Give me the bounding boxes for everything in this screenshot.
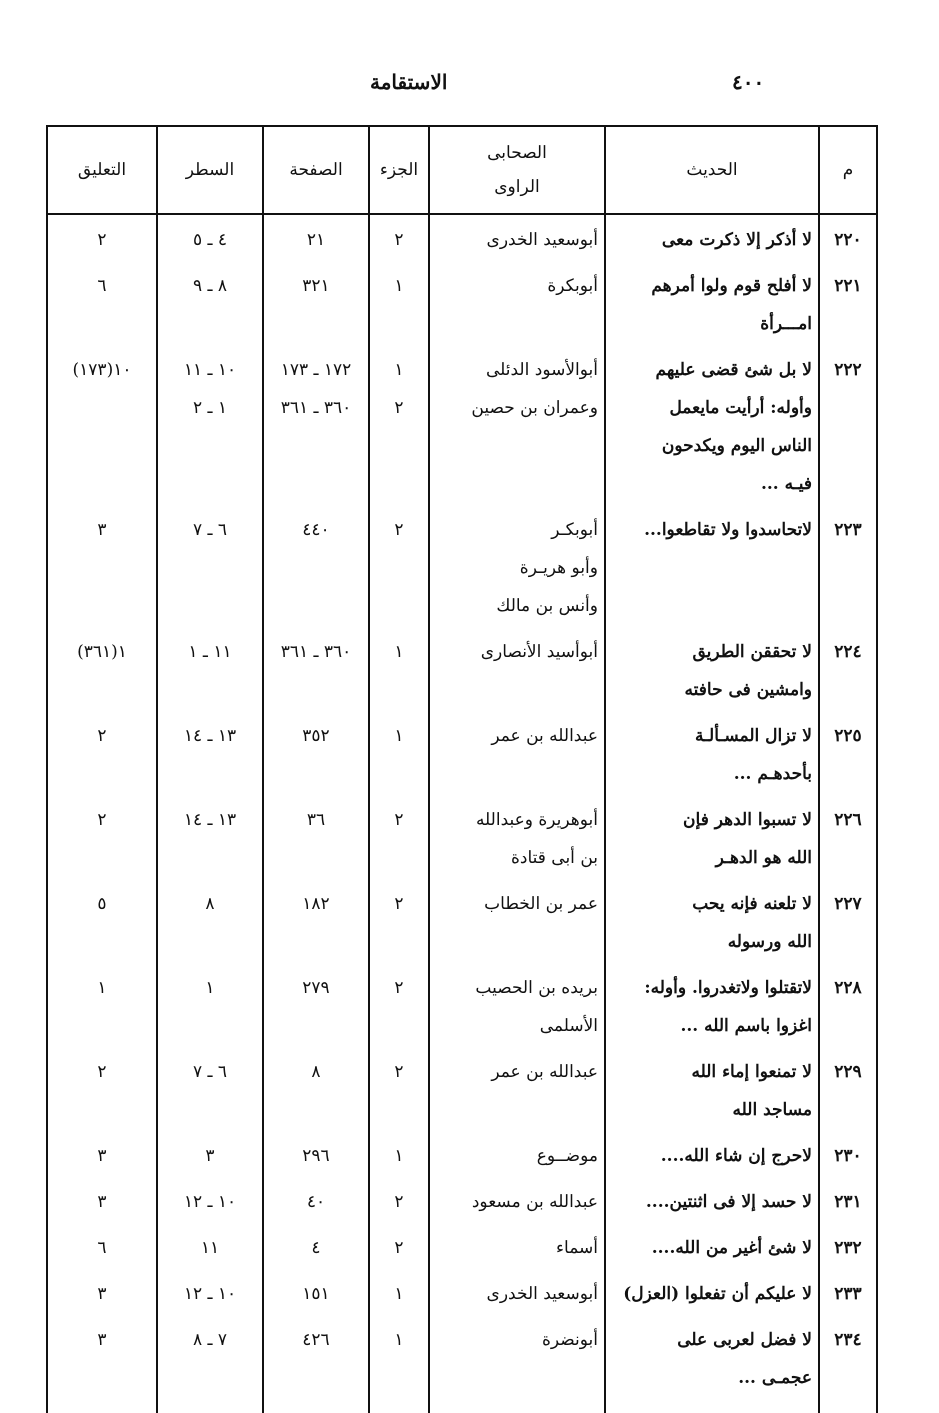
- narrator-cell: [429, 1131, 605, 1177]
- table-row: [47, 795, 877, 879]
- hadith-text-cell: [605, 261, 819, 345]
- running-title: الاستقامة: [370, 70, 448, 94]
- volume-line: ١: [394, 276, 404, 296]
- table-row: [47, 879, 877, 963]
- page-ref-line: ٤: [311, 1238, 321, 1258]
- volume-line: ١: [394, 1284, 404, 1304]
- row-number-cell: ٢٣١: [819, 1177, 877, 1223]
- volume-line: ١: [394, 1330, 404, 1350]
- table-row: [47, 261, 877, 345]
- note-ref-line: ٥: [97, 894, 107, 914]
- page-ref-cell: [263, 261, 369, 345]
- row-number-cell: ٢٣٣: [819, 1269, 877, 1315]
- hadith-text-cell: [605, 214, 819, 261]
- hadith-text-line: لا تسبوا الدهر فإن: [683, 810, 812, 830]
- line-ref-cell: [157, 214, 263, 261]
- table-row: [47, 1223, 877, 1269]
- spacer-cell: [369, 1399, 429, 1413]
- narrator-cell: [429, 1315, 605, 1399]
- volume-cell: [369, 1131, 429, 1177]
- row-number-cell: ٢٢٥: [819, 711, 877, 795]
- column-header-narrator-line: الراوى: [494, 177, 540, 197]
- page-ref-cell: [263, 214, 369, 261]
- narrator-line: أبوسعيد الخدرى: [486, 230, 598, 250]
- narrator-line: وعمران بن حصين: [471, 398, 598, 418]
- note-ref-cell: [47, 1223, 157, 1269]
- column-header-note: التعليق: [47, 126, 157, 214]
- volume-line: ١: [394, 1146, 404, 1166]
- page-ref-line: ٤٢٦: [302, 1330, 330, 1350]
- table-row: [47, 1177, 877, 1223]
- hadith-text-line: لا حسد إلا فى اثنتين....: [645, 1192, 812, 1212]
- line-ref-cell: [157, 1131, 263, 1177]
- narrator-line: أبوهريرة وعبدالله: [475, 810, 598, 830]
- page-ref-cell: [263, 505, 369, 627]
- volume-cell: [369, 1047, 429, 1131]
- line-ref-cell: [157, 505, 263, 627]
- table-row: [47, 963, 877, 1047]
- line-ref-line: ٨ ـ ٩: [192, 276, 228, 296]
- table-row: [47, 1131, 877, 1177]
- narrator-line: عبدالله بن مسعود: [471, 1192, 598, 1212]
- narrator-cell: [429, 879, 605, 963]
- line-ref-cell: [157, 711, 263, 795]
- page-ref-line: ٨: [311, 1062, 321, 1082]
- note-ref-line: ١: [97, 978, 107, 998]
- line-ref-line: ١٠ ـ ١٢: [183, 1192, 237, 1212]
- note-ref-cell: [47, 214, 157, 261]
- table-row: [47, 345, 877, 505]
- hadith-text-cell: [605, 1047, 819, 1131]
- volume-line: ٢: [394, 1062, 404, 1082]
- hadith-text-line: فيـه ...: [760, 474, 812, 494]
- spacer-cell: [157, 1399, 263, 1413]
- page-ref-cell: [263, 1131, 369, 1177]
- line-ref-cell: [157, 345, 263, 505]
- column-header-juz: الجزء: [369, 126, 429, 214]
- line-ref-line: ١٣ ـ ١٤: [183, 726, 237, 746]
- header-row: [47, 126, 877, 214]
- hadith-text-cell: [605, 627, 819, 711]
- column-header-line: السطر: [157, 126, 263, 214]
- narrator-cell: [429, 795, 605, 879]
- spacer-cell: [263, 1399, 369, 1413]
- hadith-text-line: لاتقتلوا ولاتغدروا. وأوله:: [644, 978, 812, 998]
- hadith-text-cell: [605, 1223, 819, 1269]
- volume-cell: [369, 1177, 429, 1223]
- note-ref-cell: [47, 963, 157, 1047]
- note-ref-cell: [47, 1315, 157, 1399]
- hadith-text-line: لا تزال المسـألـة: [694, 726, 812, 746]
- line-ref-cell: [157, 1269, 263, 1315]
- volume-cell: [369, 1269, 429, 1315]
- hadith-text-line: الله هو الدهـر: [715, 848, 812, 868]
- page-ref-line: ١٥١: [302, 1284, 330, 1304]
- line-ref-line: ١٠ ـ ١٢: [183, 1284, 237, 1304]
- page-ref-line: ١٧٢ ـ ١٧٣: [280, 360, 352, 380]
- note-ref-cell: [47, 879, 157, 963]
- volume-cell: [369, 795, 429, 879]
- table-row: [47, 711, 877, 795]
- narrator-cell: [429, 261, 605, 345]
- volume-cell: [369, 627, 429, 711]
- hadith-text-line: لا أفلح قوم ولوا أمرهم: [651, 276, 812, 296]
- line-ref-cell: [157, 261, 263, 345]
- narrator-cell: [429, 1177, 605, 1223]
- table-body: [47, 214, 877, 1413]
- note-ref-cell: [47, 795, 157, 879]
- volume-line: ١: [394, 360, 404, 380]
- hadith-text-line: الناس اليوم ويكدحون: [661, 436, 812, 456]
- row-number-cell: ٢٢٨: [819, 963, 877, 1047]
- page-ref-line: ٤٠: [306, 1192, 326, 1212]
- row-number-cell: ٢٢١: [819, 261, 877, 345]
- narrator-line: عبدالله بن عمر: [491, 726, 598, 746]
- hadith-text-cell: [605, 345, 819, 505]
- narrator-cell: [429, 1269, 605, 1315]
- note-ref-cell: [47, 1047, 157, 1131]
- note-ref-line: ٣: [97, 520, 107, 540]
- narrator-cell: [429, 345, 605, 505]
- narrator-line: أبوبكرة: [547, 276, 598, 296]
- note-ref-line: ٢: [97, 810, 107, 830]
- hadith-text-cell: [605, 1269, 819, 1315]
- line-ref-line: ٧ ـ ٨: [192, 1330, 228, 1350]
- hadith-text-line: لا فضل لعربى على: [677, 1330, 812, 1350]
- page-ref-cell: [263, 1047, 369, 1131]
- hadith-text-line: لا تمنعوا إماء الله: [691, 1062, 812, 1082]
- volume-line: ١: [394, 642, 404, 662]
- line-ref-line: ١٠ ـ ١١: [183, 360, 237, 380]
- line-ref-cell: [157, 879, 263, 963]
- hadith-text-cell: [605, 963, 819, 1047]
- hadith-index-table: [46, 125, 878, 1413]
- page-ref-cell: [263, 711, 369, 795]
- row-number-cell: ٢٣٢: [819, 1223, 877, 1269]
- spacer-cell: [819, 1399, 877, 1413]
- hadith-text-line: لاتحاسدوا ولا تقاطعوا...: [644, 520, 812, 540]
- volume-line: ٢: [394, 978, 404, 998]
- line-ref-cell: [157, 1047, 263, 1131]
- page-ref-cell: [263, 627, 369, 711]
- page-ref-cell: [263, 963, 369, 1047]
- row-number-cell: ٢٣٠: [819, 1131, 877, 1177]
- line-ref-cell: [157, 1177, 263, 1223]
- note-ref-cell: [47, 711, 157, 795]
- note-ref-line: ٣: [97, 1146, 107, 1166]
- spacer-cell: [47, 1399, 157, 1413]
- page-ref-line: ٣٢١: [302, 276, 330, 296]
- volume-cell: [369, 214, 429, 261]
- row-number-cell: ٢٢٣: [819, 505, 877, 627]
- line-ref-line: ٤ ـ ٥: [192, 230, 228, 250]
- narrator-line: أبوأسيد الأنصارى: [480, 642, 598, 662]
- note-ref-line: ٣: [97, 1192, 107, 1212]
- narrator-cell: [429, 1047, 605, 1131]
- table-bottom-spacer: [47, 1399, 877, 1413]
- page-ref-line: ٣٥٢: [302, 726, 330, 746]
- narrator-line: عمر بن الخطاب: [484, 894, 598, 914]
- volume-cell: [369, 261, 429, 345]
- hadith-text-line: امـــرأة: [760, 314, 812, 334]
- page-ref-cell: [263, 795, 369, 879]
- line-ref-cell: [157, 1223, 263, 1269]
- volume-line: ٢: [394, 230, 404, 250]
- volume-line: ١: [394, 726, 404, 746]
- hadith-text-line: لا تلعنه فإنه يحب: [692, 894, 812, 914]
- narrator-cell: [429, 214, 605, 261]
- spacer-cell: [429, 1399, 605, 1413]
- line-ref-line: ١١ ـ ١: [188, 642, 232, 662]
- page-ref-line: ٤٤٠: [302, 520, 330, 540]
- line-ref-cell: [157, 795, 263, 879]
- column-header-num: م: [819, 126, 877, 214]
- column-header-narrator: [429, 126, 605, 214]
- narrator-cell: [429, 1223, 605, 1269]
- table-row: [47, 1047, 877, 1131]
- hadith-text-line: اغزوا باسم الله ...: [680, 1016, 812, 1036]
- page-ref-line: ٣٦٠ ـ ٣٦١: [280, 642, 352, 662]
- line-ref-line: ٨: [205, 894, 215, 914]
- column-header-narrator-line: الصحابى: [487, 143, 547, 163]
- narrator-line: أبوسعيد الخدرى: [486, 1284, 598, 1304]
- page-ref-cell: [263, 1223, 369, 1269]
- note-ref-cell: [47, 261, 157, 345]
- table-row: [47, 214, 877, 261]
- table-row: [47, 1315, 877, 1399]
- note-ref-line: ٣: [97, 1284, 107, 1304]
- hadith-text-line: لا عليكم أن تفعلوا (العزل): [623, 1284, 812, 1304]
- page-ref-line: ٣٦: [306, 810, 326, 830]
- line-ref-line: ١٣ ـ ١٤: [183, 810, 237, 830]
- volume-cell: [369, 345, 429, 505]
- page-number: ٤٠٠: [732, 70, 765, 94]
- spacer-cell: [605, 1399, 819, 1413]
- page-ref-cell: [263, 1177, 369, 1223]
- line-ref-line: ٣: [205, 1146, 215, 1166]
- hadith-text-line: لاحرج إن شاء الله....: [660, 1146, 812, 1166]
- hadith-text-line: لا بل شئ قضى عليهم: [655, 360, 812, 380]
- note-ref-line: ٢: [97, 1062, 107, 1082]
- note-ref-cell: [47, 1269, 157, 1315]
- narrator-line: وأبو هريـرة: [519, 558, 598, 578]
- narrator-line: أبوالأسود الدئلى: [485, 360, 598, 380]
- page-ref-cell: [263, 1269, 369, 1315]
- page-ref-line: ٢١: [306, 230, 326, 250]
- narrator-line: وأنس بن مالك: [496, 596, 598, 616]
- volume-cell: [369, 879, 429, 963]
- narrator-cell: [429, 505, 605, 627]
- hadith-text-cell: [605, 795, 819, 879]
- note-ref-line: ٦: [97, 276, 107, 296]
- hadith-text-line: وأوله: أرأيت مايعمل: [669, 398, 812, 418]
- hadith-text-cell: [605, 505, 819, 627]
- row-number-cell: ٢٢٤: [819, 627, 877, 711]
- row-number-cell: ٢٢٢: [819, 345, 877, 505]
- note-ref-line: ٢: [97, 726, 107, 746]
- narrator-cell: [429, 963, 605, 1047]
- line-ref-line: ١: [205, 978, 215, 998]
- hadith-text-line: لا أذكر إلا ذكرت معى: [661, 230, 812, 250]
- note-ref-line: ١٠(١٧٣): [72, 360, 132, 380]
- hadith-text-line: لا تحققن الطريق: [692, 642, 812, 662]
- hadith-text-cell: [605, 1131, 819, 1177]
- volume-line: ٢: [394, 894, 404, 914]
- hadith-text-cell: [605, 1315, 819, 1399]
- note-ref-cell: [47, 1177, 157, 1223]
- line-ref-cell: [157, 963, 263, 1047]
- page-ref-line: ٢٧٩: [302, 978, 330, 998]
- narrator-line: الأسلمى: [539, 1016, 598, 1036]
- note-ref-cell: [47, 1131, 157, 1177]
- page-ref-cell: [263, 879, 369, 963]
- page-ref-line: ١٨٢: [302, 894, 330, 914]
- narrator-line: عبدالله بن عمر: [491, 1062, 598, 1082]
- table-row: [47, 627, 877, 711]
- volume-cell: [369, 963, 429, 1047]
- note-ref-line: ٢: [97, 230, 107, 250]
- column-header-hadith: الحديث: [605, 126, 819, 214]
- narrator-line: بن أبى قتادة: [510, 848, 598, 868]
- narrator-line: بريده بن الحصيب: [475, 978, 598, 998]
- line-ref-cell: [157, 627, 263, 711]
- note-ref-cell: [47, 505, 157, 627]
- volume-line: ٢: [394, 1238, 404, 1258]
- hadith-text-line: مساجد الله: [732, 1100, 812, 1120]
- column-header-page: الصفحة: [263, 126, 369, 214]
- narrator-line: موضــوع: [536, 1146, 598, 1166]
- row-number-cell: ٢٢٦: [819, 795, 877, 879]
- table-row: [47, 505, 877, 627]
- line-ref-line: ٦ ـ ٧: [192, 1062, 228, 1082]
- hadith-text-line: عجمـى ...: [738, 1368, 812, 1388]
- table-row: [47, 1269, 877, 1315]
- row-number-cell: ٢٢٩: [819, 1047, 877, 1131]
- hadith-text-cell: [605, 1177, 819, 1223]
- volume-cell: [369, 505, 429, 627]
- note-ref-cell: [47, 627, 157, 711]
- note-ref-line: ١(٣٦١): [77, 642, 127, 662]
- note-ref-line: ٦: [97, 1238, 107, 1258]
- hadith-text-cell: [605, 711, 819, 795]
- note-ref-cell: [47, 345, 157, 505]
- page-ref-line: ٣٦٠ ـ ٣٦١: [280, 398, 352, 418]
- page-ref-line: ٢٩٦: [302, 1146, 330, 1166]
- volume-line: ٢: [394, 520, 404, 540]
- row-number-cell: ٢٢٧: [819, 879, 877, 963]
- volume-line: ٢: [394, 810, 404, 830]
- line-ref-cell: [157, 1315, 263, 1399]
- hadith-text-line: الله ورسوله: [727, 932, 812, 952]
- narrator-cell: [429, 711, 605, 795]
- page-ref-cell: [263, 345, 369, 505]
- narrator-line: أسماء: [556, 1238, 598, 1258]
- volume-cell: [369, 1223, 429, 1269]
- hadith-text-cell: [605, 879, 819, 963]
- row-number-cell: ٢٣٤: [819, 1315, 877, 1399]
- volume-cell: [369, 711, 429, 795]
- note-ref-line: ٣: [97, 1330, 107, 1350]
- row-number-cell: ٢٢٠: [819, 214, 877, 261]
- line-ref-line: ١١: [200, 1238, 220, 1258]
- narrator-line: أبونضرة: [542, 1330, 598, 1350]
- hadith-text-line: بأحدهـم ...: [733, 764, 812, 784]
- narrator-cell: [429, 627, 605, 711]
- hadith-text-line: لا شئ أغير من الله....: [651, 1238, 812, 1258]
- volume-line: ٢: [394, 398, 404, 418]
- line-ref-line: ١ ـ ٢: [192, 398, 228, 418]
- volume-cell: [369, 1315, 429, 1399]
- page-header: [0, 70, 939, 100]
- page-ref-cell: [263, 1315, 369, 1399]
- line-ref-line: ٦ ـ ٧: [192, 520, 228, 540]
- narrator-line: أبوبكـر: [551, 520, 598, 540]
- hadith-text-line: وامشين فى حافته: [684, 680, 812, 700]
- volume-line: ٢: [394, 1192, 404, 1212]
